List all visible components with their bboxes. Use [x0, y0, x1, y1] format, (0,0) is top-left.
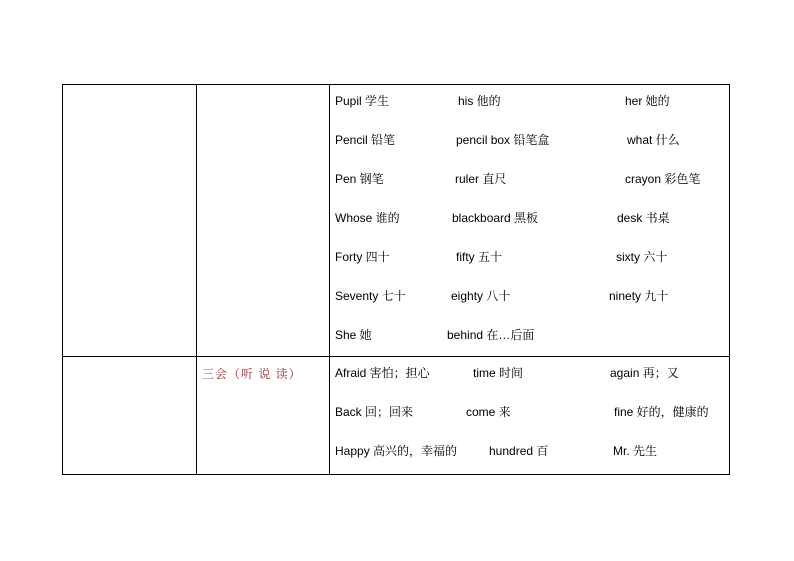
word-entry: Pencil 铅笔 [335, 133, 396, 147]
word-entry: Happy 高兴的，幸福的 [335, 444, 458, 458]
word-entry: fine 好的，健康的 [614, 405, 709, 419]
word-entry: Pupil 学生 [335, 94, 390, 108]
word-entry: She 她 [335, 328, 372, 342]
word-row [63, 286, 729, 306]
word-entry: ninety 九十 [609, 289, 669, 303]
word-entry: again 再；又 [610, 366, 679, 380]
word-entry: his 他的 [458, 94, 501, 108]
word-entry: hundred 百 [489, 444, 549, 458]
word-entry: ruler 直尺 [455, 172, 507, 186]
word-entry: crayon 彩色笔 [625, 172, 701, 186]
word-entry: pencil box 铅笔盒 [456, 133, 550, 147]
word-entry: Mr. 先生 [613, 444, 657, 458]
vocabulary-table [62, 84, 730, 475]
word-entry: blackboard 黑板 [452, 211, 539, 225]
row-divider [63, 356, 729, 357]
word-row [63, 91, 729, 111]
word-entry: desk 书桌 [617, 211, 670, 225]
word-row [63, 402, 729, 422]
word-entry: eighty 八十 [451, 289, 511, 303]
word-entry: sixty 六十 [616, 250, 668, 264]
word-row [63, 130, 729, 150]
word-entry: time 时间 [473, 366, 524, 380]
word-row [63, 325, 729, 345]
category-label: 三会（听 说 读） [202, 367, 302, 381]
word-entry: Forty 四十 [335, 250, 390, 264]
word-entry: come 来 [466, 405, 511, 419]
word-entry: Whose 谁的 [335, 211, 400, 225]
word-entry: fifty 五十 [456, 250, 503, 264]
word-row [63, 208, 729, 228]
word-entry: Back 回；回来 [335, 405, 414, 419]
word-row [63, 169, 729, 189]
word-entry: Seventy 七十 [335, 289, 406, 303]
word-row [63, 441, 729, 461]
word-entry: Pen 钢笔 [335, 172, 384, 186]
word-row [63, 247, 729, 267]
word-entry: her 她的 [625, 94, 670, 108]
word-row [63, 363, 729, 383]
word-entry: Afraid 害怕；担心 [335, 366, 430, 380]
word-entry: what 什么 [627, 133, 680, 147]
word-entry: behind 在…后面 [447, 328, 535, 342]
